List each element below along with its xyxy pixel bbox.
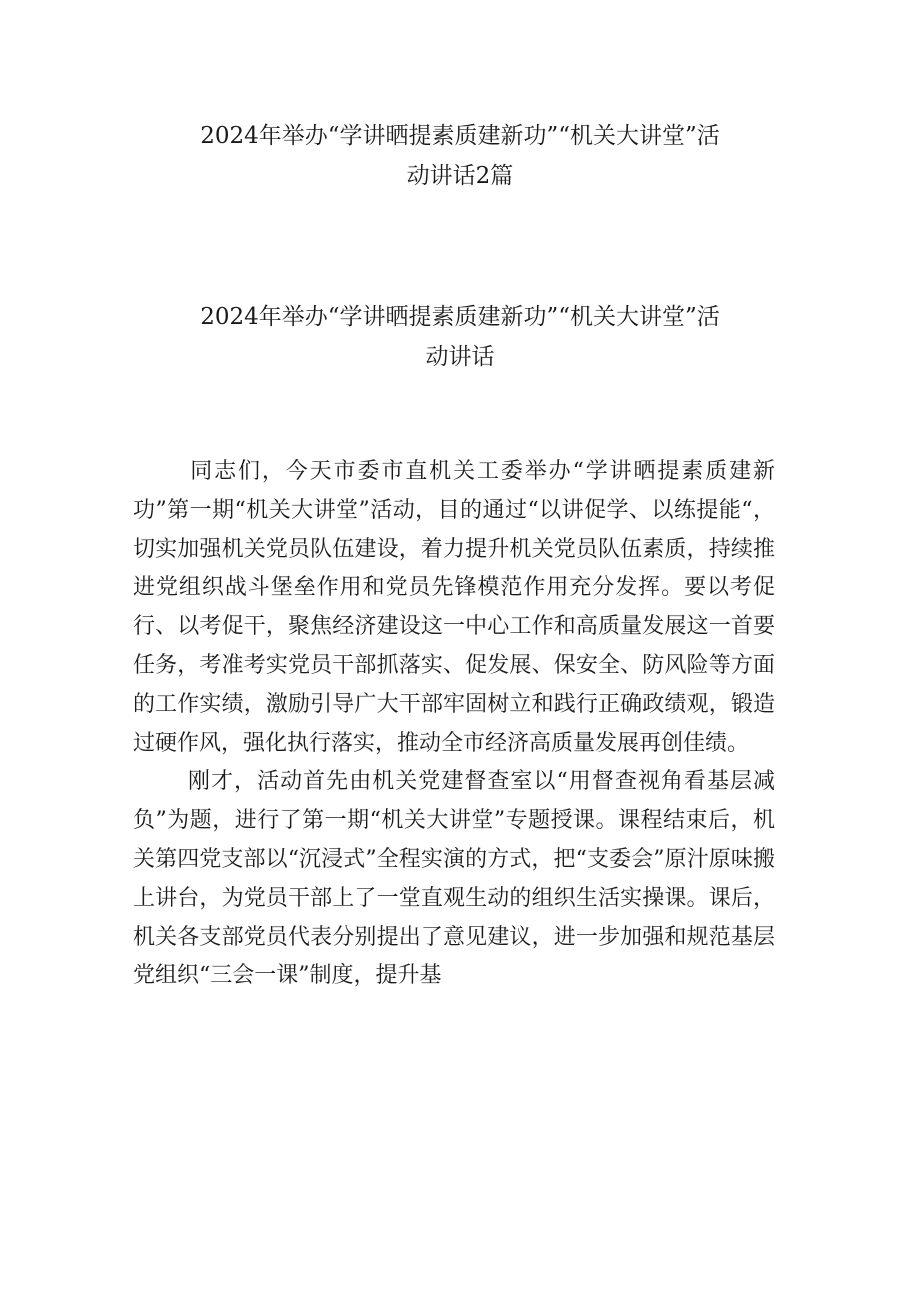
document-title-line-1: 2024年举办“学讲晒提素质建新功”“机关大讲堂”活 <box>200 123 720 149</box>
document-title <box>120 116 800 196</box>
speech-title <box>120 297 800 377</box>
body-paragraph: 刚才，活动首先由机关党建督查室以“用督查视角看基层减负”为题，进行了第一期“机关大讲堂”专题授课。课程结束后，机关第四党支部以“沉浸式”全程实演的方式，把“支委会”原汁原味搬上讲台，为党员干部上了一堂直观生动的组织生活实操课。课后，机关各支部党员代表分别提出了意见建议，进一步加强和规范基层党组织“三会一课”制度，提升基 <box>133 769 775 989</box>
body-paragraph: 同志们，今天市委市直机关工委举办“学讲晒提素质建新功”第一期“机关大讲堂”活动，目的通过“以讲促学、以练提能“，切实加强机关党员队伍建设，着力提升机关党员队伍素质，持续推进党组织战斗堡垒作用和党员先锋模范作用充分发挥。要以考促行、以考促干，聚焦经济建设这一中心工作和高质量发展这一首要任务，考准考实党员干部抓落实、促发展、保安全、防风险等方面的工作实绩，激励引导广大干部牢固树立和践行正确政绩观，锻造过硬作风，强化执行落实，推动全市经济高质量发展再创佳绩。 <box>133 459 775 756</box>
speech-title-line-1: 2024年举办“学讲晒提素质建新功”“机关大讲堂”活 <box>200 304 720 330</box>
speech-body <box>133 453 775 996</box>
speech-title-line-2: 动讲话 <box>425 344 495 370</box>
document-title-line-2: 动讲话2篇 <box>406 163 514 189</box>
